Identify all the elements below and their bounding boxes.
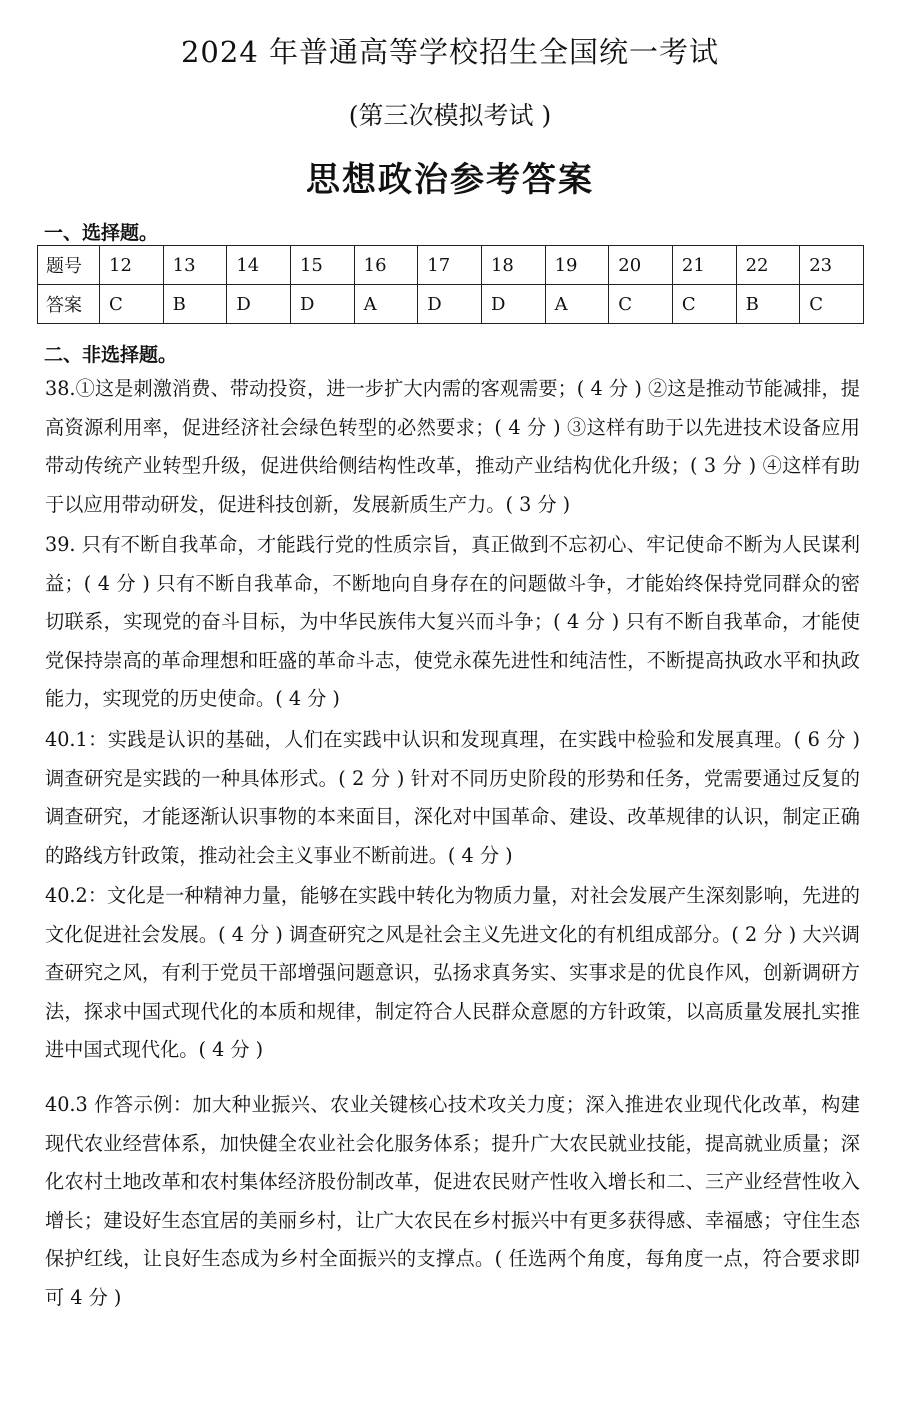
- answer-paragraph-38: 38.①这是刺激消费、带动投资，进一步扩大内需的客观需要；( 4 分 ) ②这是推动节能减排，提高资源利用率，促进经济社会绿色转型的必然要求；( 4 分 ) ③这样有助于以先进技术设备应用带动传统产业转型升级，促进供给侧结构性改革，推动产业结构优化升级；( 3 分 ) ④这样有助于以应用带动研发，促进科技创新，发展新质生产力。( 3 分 ): [45, 377, 860, 516]
- answer-cell: B: [736, 285, 800, 324]
- answer-cell: C: [672, 285, 736, 324]
- question-number: 23: [800, 246, 864, 285]
- question-number-row: [38, 246, 864, 285]
- question-number: 21: [672, 246, 736, 285]
- section-heading-nonchoice: 二、非选择题。: [44, 344, 178, 366]
- answer-cell: C: [609, 285, 673, 324]
- question-number: 18: [481, 246, 545, 285]
- question-number: 13: [163, 246, 227, 285]
- question-number: 15: [290, 246, 354, 285]
- answer-paragraph-40-1: 40.1：实践是认识的基础，人们在实践中认识和发现真理，在实践中检验和发展真理。( 6 分 ) 调查研究是实践的一种具体形式。( 2 分 ) 针对不同历史阶段的形势和任务，党需要通过反复的调查研究，才能逐渐认识事物的本来面目，深化对中国革命、建设、改革规律的认识，制定正确的路线方针政策，推动社会主义事业不断前进。( 4 分 ): [45, 728, 860, 867]
- answer-cell: C: [100, 285, 164, 324]
- answer-paragraph-40-3: 40.3 作答示例：加大种业振兴、农业关键核心技术攻关力度；深入推进农业现代化改革，构建现代农业经营体系，加快健全农业社会化服务体系；提升广大农民就业技能，提高就业质量；深化农村土地改革和农村集体经济股份制改革，促进农民财产性收入增长和二、三产业经营性收入增长；建设好生态宜居的美丽乡村，让广大农民在乡村振兴中有更多获得感、幸福感；守住生态保护红线，让良好生态成为乡村全面振兴的支撑点。( 任选两个角度，每角度一点，符合要求即可 4 分 ): [45, 1093, 860, 1309]
- answer-cell: D: [481, 285, 545, 324]
- question-number: 14: [227, 246, 291, 285]
- document-title: 思想政治参考答案: [306, 160, 594, 200]
- answer-table: [37, 245, 864, 324]
- answer-row: [38, 285, 864, 324]
- answer-cell: B: [163, 285, 227, 324]
- section-heading-choice: 一、选择题。: [44, 222, 159, 244]
- exam-subtitle: (第三次模拟考试 ): [348, 101, 552, 130]
- question-number: 22: [736, 246, 800, 285]
- question-number: 20: [609, 246, 673, 285]
- answer-cell: C: [800, 285, 864, 324]
- answer-cell: D: [418, 285, 482, 324]
- question-number: 17: [418, 246, 482, 285]
- question-number: 16: [354, 246, 418, 285]
- answer-paragraph-39: 39. 只有不断自我革命，才能践行党的性质宗旨，真正做到不忘初心、牢记使命不断为人民谋利益；( 4 分 ) 只有不断自我革命，不断地向自身存在的问题做斗争，才能始终保持党同群众的密切联系，实现党的奋斗目标，为中华民族伟大复兴而斗争；( 4 分 ) 只有不断自我革命，才能使党保持崇高的革命理想和旺盛的革命斗志，使党永葆先进性和纯洁性，不断提高执政水平和执政能力，实现党的历史使命。( 4 分 ): [45, 533, 860, 710]
- question-number: 19: [545, 246, 609, 285]
- answer-cell: A: [545, 285, 609, 324]
- answer-cell: D: [227, 285, 291, 324]
- answer-cell: A: [354, 285, 418, 324]
- question-number: 12: [100, 246, 164, 285]
- exam-title: 2024 年普通高等学校招生全国统一考试: [180, 35, 720, 69]
- answer-paragraph-40-2: 40.2：文化是一种精神力量，能够在实践中转化为物质力量，对社会发展产生深刻影响，先进的文化促进社会发展。( 4 分 ) 调查研究之风是社会主义先进文化的有机组成部分。( 2 分 ) 大兴调查研究之风，有利于党员干部增强问题意识，弘扬求真务实、实事求是的优良作风，创新调研方法，探求中国式现代化的本质和规律，制定符合人民群众意愿的方针政策，以高质量发展扎实推进中国式现代化。( 4 分 ): [45, 884, 860, 1061]
- row-label-number: 题号: [38, 246, 100, 285]
- answer-cell: D: [290, 285, 354, 324]
- row-label-answer: 答案: [38, 285, 100, 324]
